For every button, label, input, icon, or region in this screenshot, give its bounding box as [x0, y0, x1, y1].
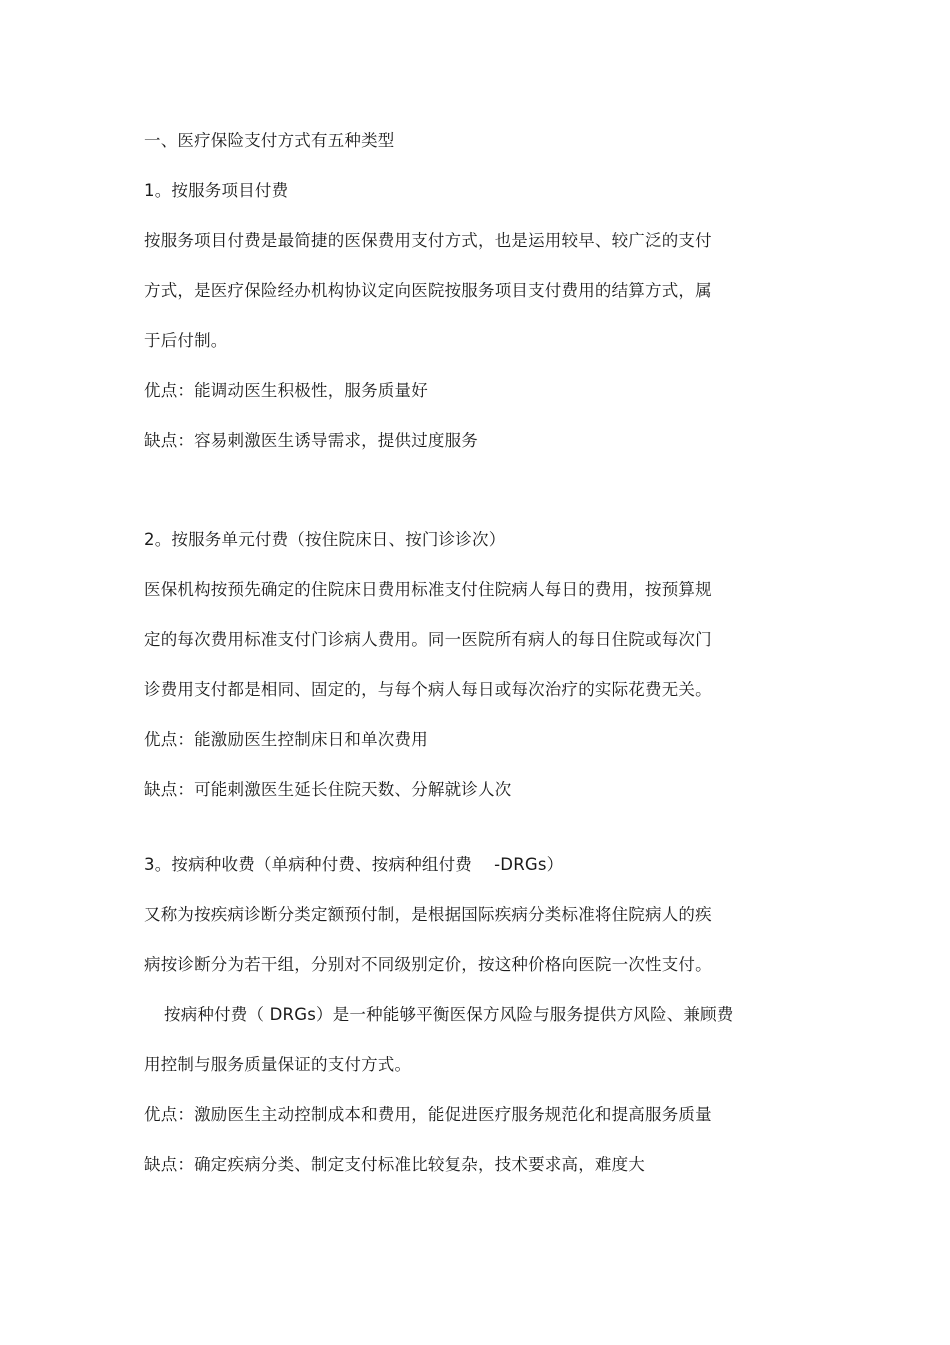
section-2-cons: 缺点：可能刺激医生延长住院天数、分解就诊人次 [144, 780, 512, 799]
document-heading: 一、医疗保险支付方式有五种类型 [144, 131, 395, 150]
section-1-cons: 缺点：容易刺激医生诱导需求，提供过度服务 [144, 431, 478, 450]
section-3-body-line-1: 又称为按疾病诊断分类定额预付制，是根据国际疾病分类标准将住院病人的疾 [144, 905, 712, 924]
section-3-pros: 优点：激励医生主动控制成本和费用，能促进医疗服务规范化和提高服务质量 [144, 1105, 712, 1124]
section-1-body-line-3: 于后付制。 [144, 331, 228, 350]
section-3-body-line-2: 病按诊断分为若干组，分别对不同级别定价，按这种价格向医院一次性支付。 [144, 955, 712, 974]
section-3-body-line-3: 按病种付费（ DRGs）是一种能够平衡医保方风险与服务提供方风险、兼顾费 [164, 1005, 734, 1024]
section-3-title: 3。按病种收费（单病种付费、按病种组付费 -DRGs） [144, 855, 564, 874]
section-3-cons: 缺点：确定疾病分类、制定支付标准比较复杂，技术要求高，难度大 [144, 1155, 645, 1174]
section-2-body-line-1: 医保机构按预先确定的住院床日费用标准支付住院病人每日的费用，按预算规 [144, 580, 712, 599]
section-2-pros: 优点：能激励医生控制床日和单次费用 [144, 730, 428, 749]
section-1-body-line-1: 按服务项目付费是最简捷的医保费用支付方式，也是运用较早、较广泛的支付 [144, 231, 712, 250]
section-2-body-line-3: 诊费用支付都是相同、固定的，与每个病人每日或每次治疗的实际花费无关。 [144, 680, 712, 699]
section-2-title: 2。按服务单元付费（按住院床日、按门诊诊次） [144, 530, 506, 549]
section-1-pros: 优点：能调动医生积极性，服务质量好 [144, 381, 428, 400]
section-1-body-line-2: 方式，是医疗保险经办机构协议定向医院按服务项目支付费用的结算方式，属 [144, 281, 712, 300]
section-3-body-line-4: 用控制与服务质量保证的支付方式。 [144, 1055, 412, 1074]
section-1-title: 1。按服务项目付费 [144, 181, 289, 200]
section-2-body-line-2: 定的每次费用标准支付门诊病人费用。同一医院所有病人的每日住院或每次门 [144, 630, 712, 649]
